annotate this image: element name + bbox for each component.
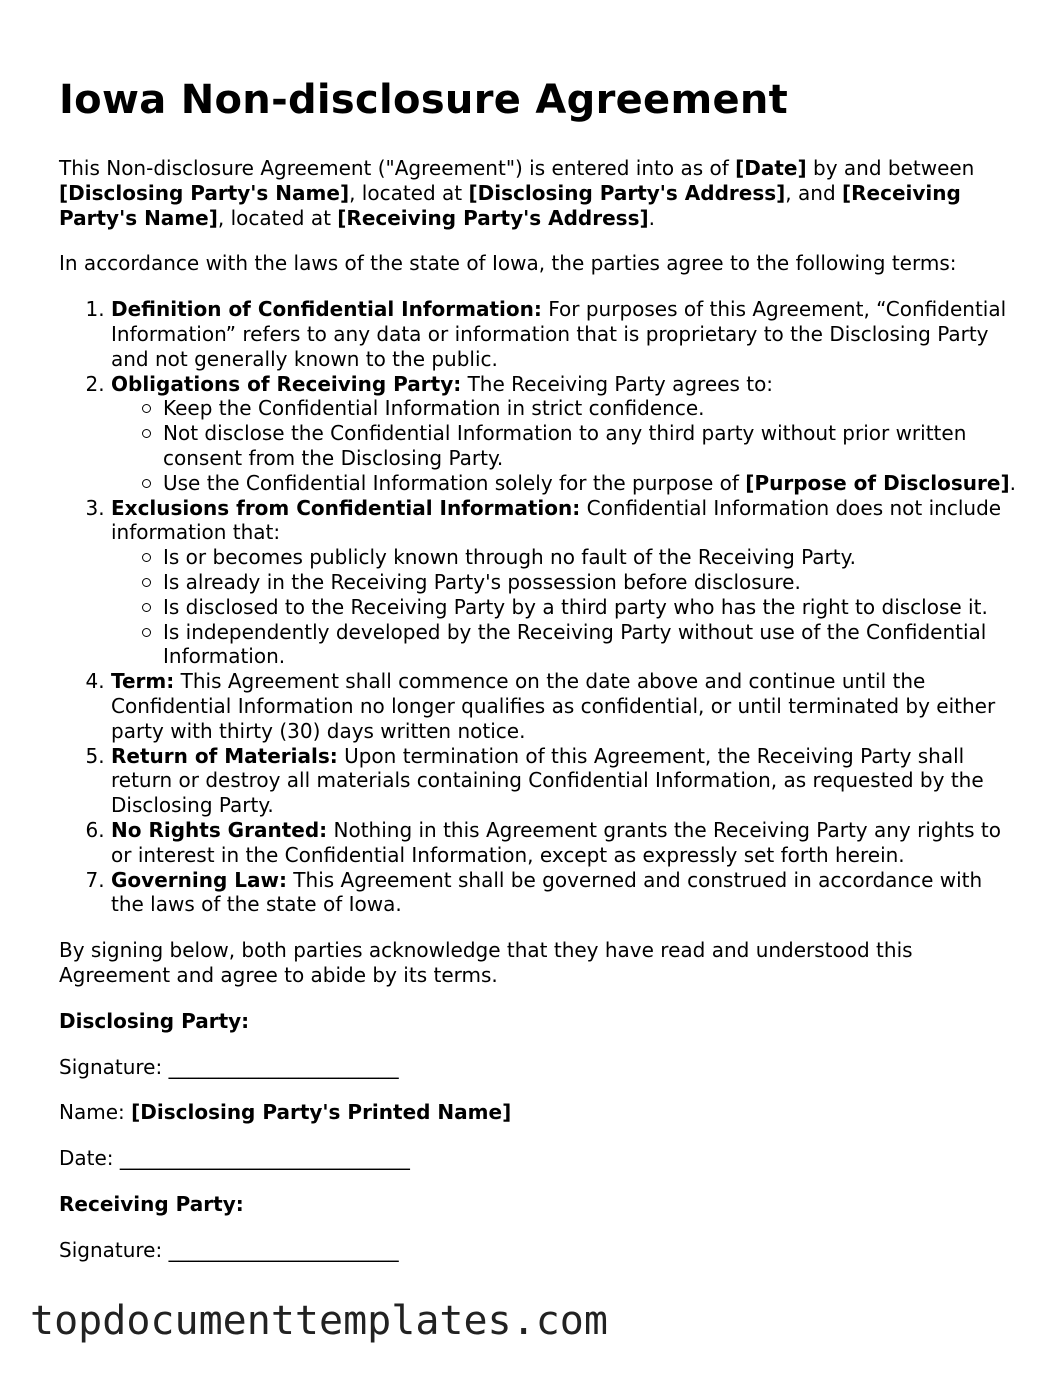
term-heading: No Rights Granted:: [111, 817, 328, 842]
terms-list: [59, 297, 1019, 917]
term-item: [111, 868, 1019, 918]
term-text: For purposes of this Agreement, “Confidential Information” refers to any data or information that is proprietary to the Disclosing Party and not generally known to the public.: [111, 297, 1007, 371]
term-item: [111, 669, 1019, 743]
name-label: Name:: [59, 1100, 132, 1125]
term-text: Confidential Information does not include information that:: [111, 495, 1002, 545]
receiving-party-heading: [59, 1192, 1019, 1217]
date-placeholder: [Date]: [735, 156, 807, 180]
receiving-name-placeholder: [Receiving Party's Name]: [59, 180, 961, 230]
receiving-party-label: Receiving Party:: [59, 1191, 244, 1216]
term-item: [111, 744, 1019, 818]
intro-text-5: , located at: [217, 205, 338, 230]
term-text: The Receiving Party agrees to:: [461, 371, 774, 396]
disclosing-party-label: Disclosing Party:: [59, 1008, 250, 1033]
intro-text-1: This Non-disclosure Agreement ("Agreement") is entered into as of: [59, 156, 736, 180]
purpose-end: .: [1009, 470, 1016, 495]
sub-item: Is disclosed to the Receiving Party by a third party who has the right to disclose it.: [163, 595, 1019, 620]
disclosing-date-line: [59, 1146, 1019, 1171]
term-text: This Agreement shall be governed and construed in accordance with the laws of the state of Iowa.: [111, 867, 983, 917]
document-title: Iowa Non-disclosure Agreement: [59, 77, 789, 123]
term-item: [111, 372, 1019, 496]
sub-item: Is independently developed by the Receiving Party without use of the Confidential Information.: [163, 620, 1019, 670]
term-text: Upon termination of this Agreement, the Receiving Party shall return or destroy all materials containing Confidential Information, as requested by the Disclosing Party.: [111, 743, 984, 818]
accordance-paragraph: In accordance with the laws of the state of Iowa, the parties agree to the following terms:: [59, 251, 957, 276]
term-text: Nothing in this Agreement grants the Receiving Party any rights to or interest in the Confidential Information, except as expressly set forth herein.: [111, 817, 1001, 867]
receiving-address-placeholder: [Receiving Party's Address]: [337, 205, 649, 230]
document-page: [59, 72, 1019, 1283]
term-text: This Agreement shall commence on the date above and continue until the Confidential Information no longer qualifies as confidential, or until terminated by either party with thirty (30) days written notice.: [111, 669, 996, 743]
purpose-text: Use the Confidential Information solely for the purpose of: [163, 470, 746, 495]
exclusions-list: [111, 545, 1019, 669]
sub-item: Keep the Confidential Information in strict confidence.: [163, 396, 1019, 421]
signature-blank[interactable]: _______________________: [168, 1054, 399, 1079]
closing-paragraph: By signing below, both parties acknowledge that they have read and understood this Agreement and agree to abide by its terms.: [59, 938, 913, 987]
receiving-signature-line: [59, 1238, 1019, 1263]
watermark-text: topdocumenttemplates.com: [30, 1298, 608, 1344]
term-heading: Obligations of Receiving Party:: [111, 371, 462, 396]
signature-label: Signature:: [59, 1054, 169, 1079]
date-label: Date:: [59, 1146, 120, 1171]
signature-label: Signature:: [59, 1237, 169, 1262]
intro-text-4: , and: [785, 180, 842, 205]
disclosing-address-placeholder: [Disclosing Party's Address]: [468, 180, 786, 205]
term-heading: Definition of Confidential Information:: [111, 297, 542, 322]
term-item: [111, 297, 1019, 371]
sub-item: Is already in the Receiving Party's possession before disclosure.: [163, 570, 1019, 595]
date-blank[interactable]: _____________________________: [119, 1146, 410, 1171]
disclosing-signature-line: [59, 1055, 1019, 1080]
term-heading: Return of Materials:: [111, 743, 338, 768]
term-item: [111, 818, 1019, 868]
sub-item: Not disclose the Confidential Information to any third party without prior written consent from the Disclosing Party.: [163, 421, 1019, 471]
intro-paragraph: [59, 156, 1019, 230]
disclosing-party-heading: [59, 1009, 1019, 1034]
term-heading: Governing Law:: [111, 867, 287, 892]
intro-text-6: .: [648, 205, 655, 230]
disclosing-name-placeholder: [Disclosing Party's Name]: [59, 180, 350, 205]
intro-text-2: by and between: [806, 156, 975, 180]
term-item: [111, 496, 1019, 670]
disclosing-name-line: [59, 1100, 1019, 1125]
purpose-placeholder: [Purpose of Disclosure]: [745, 470, 1010, 495]
term-heading: Exclusions from Confidential Information:: [111, 495, 581, 520]
term-heading: Term:: [111, 669, 175, 694]
signature-blank[interactable]: _______________________: [168, 1237, 399, 1262]
sub-item: Is or becomes publicly known through no fault of the Receiving Party.: [163, 545, 1019, 570]
intro-text-3: , located at: [349, 180, 469, 205]
obligations-list: [111, 396, 1019, 495]
sub-item: [163, 471, 1019, 496]
printed-name-placeholder: [Disclosing Party's Printed Name]: [131, 1100, 512, 1125]
